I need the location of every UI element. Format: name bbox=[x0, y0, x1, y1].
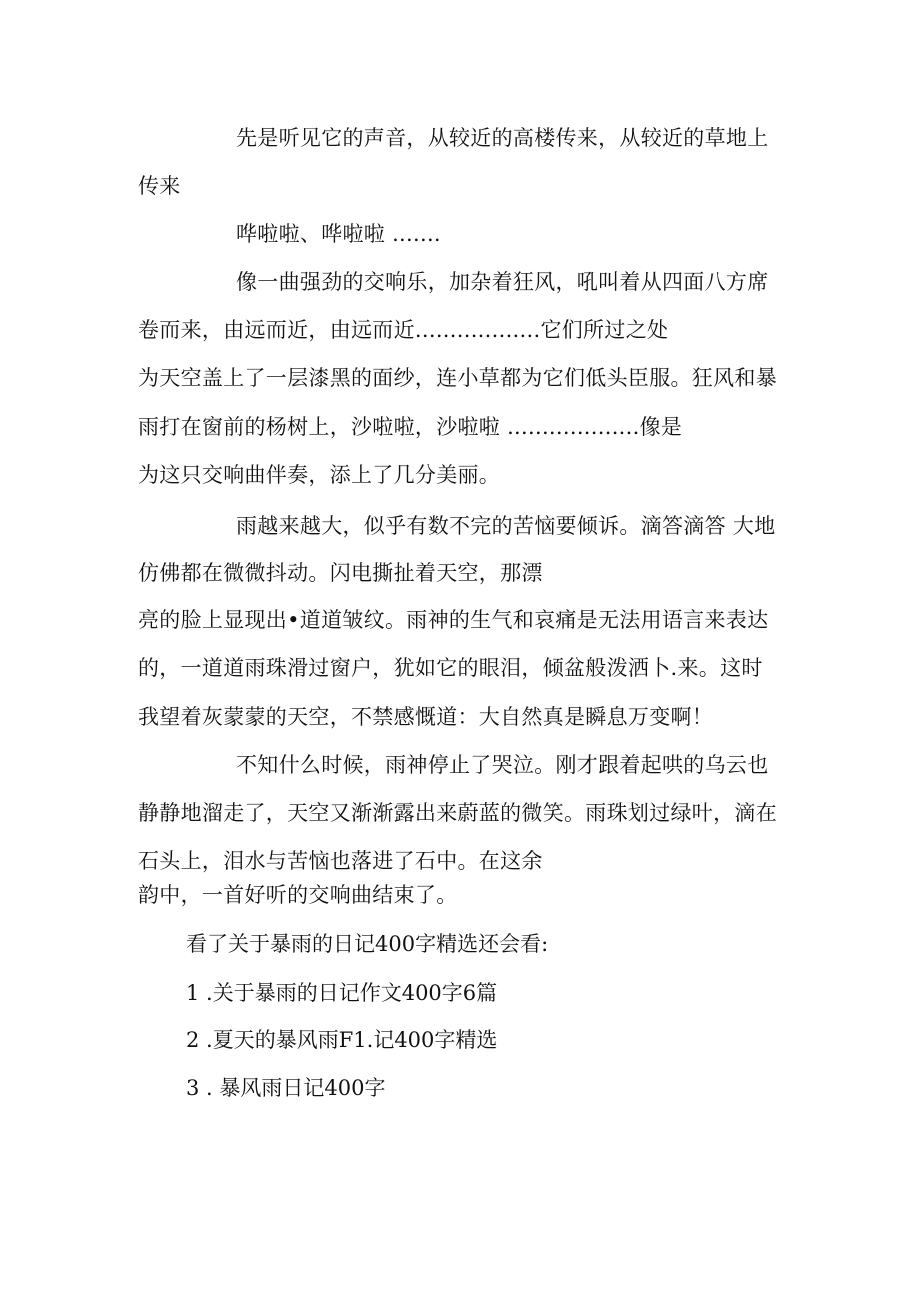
paragraph-5-line-3: 石头上，泪水与苦恼也落进了石中。在这余 bbox=[138, 849, 543, 873]
paragraph-3-line-1: 像一曲强劲的交响乐，加杂着狂风，吼叫着从四面八方席 bbox=[236, 270, 769, 294]
paragraph-5-line-1: 不知什么时候，雨神停止了哭泣。刚才跟着起哄的乌云也 bbox=[236, 753, 769, 777]
paragraph-3-line-5: 为这只交响曲伴奏，添上了几分美丽。 bbox=[138, 463, 501, 487]
paragraph-3-line-4: 雨打在窗前的杨树上，沙啦啦，沙啦啦 ...................像是 bbox=[138, 415, 683, 439]
related-item-1[interactable]: 1 .关于暴雨的日记作文400字6篇 bbox=[186, 981, 498, 1005]
paragraph-3-line-3: 为天空盖上了一层漆黑的面纱，连小草都为它们低头臣服。狂风和暴 bbox=[138, 366, 777, 390]
paragraph-4-line-4: 的，一道道雨珠滑过窗户，犹如它的眼泪，倾盆般泼洒卜.来。这时 bbox=[138, 656, 763, 680]
paragraph-4-line-5: 我望着灰蒙蒙的天空，不禁感慨道：大自然真是瞬息万变啊！ bbox=[138, 705, 714, 729]
paragraph-1-line-2: 传来 bbox=[138, 174, 181, 198]
paragraph-2-line-1: 哗啦啦、哗啦啦 ....... bbox=[236, 222, 441, 246]
paragraph-5-line-2: 静静地溜走了，天空又渐渐露出来蔚蓝的微笑。雨珠划过绿叶，滴在 bbox=[138, 801, 777, 825]
paragraph-4-line-3: 亮的脸上显现出•道道皱纹。雨神的生气和哀痛是无法用语言来表达 bbox=[138, 608, 769, 632]
paragraph-4-line-1: 雨越来越大，似乎有数不完的苦恼要倾诉。滴答滴答 大地 bbox=[236, 514, 776, 538]
related-heading: 看了关于暴雨的日记400字精选还会看: bbox=[186, 932, 549, 956]
paragraph-5-line-4: 韵中，一首好听的交响曲结束了。 bbox=[138, 883, 458, 907]
paragraph-3-line-2: 卷而来，由远而近，由远而近..................它们所过之处 bbox=[138, 318, 669, 342]
paragraph-1-line-1: 先是听见它的声音，从较近的高楼传来，从较近的草地上 bbox=[236, 126, 769, 150]
paragraph-4-line-2: 仿佛都在微微抖动。闪电撕扯着天空，那漂 bbox=[138, 561, 543, 585]
related-item-3[interactable]: 3 . 暴风雨日记400字 bbox=[186, 1076, 386, 1100]
related-item-2[interactable]: 2 .夏天的暴风雨F1.记400字精选 bbox=[186, 1028, 498, 1052]
